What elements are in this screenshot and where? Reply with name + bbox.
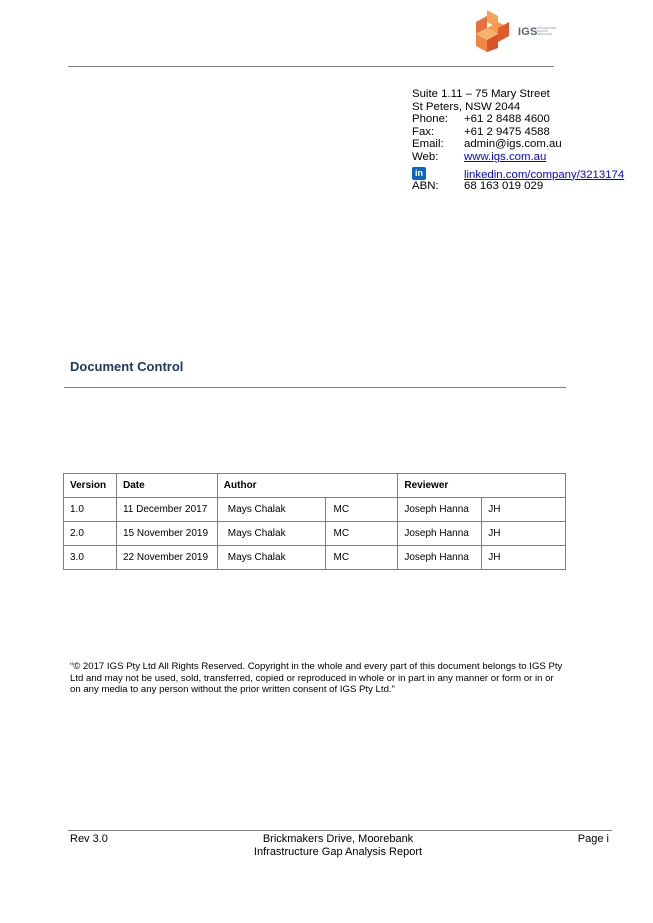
cell-version: 3.0: [64, 546, 117, 570]
cell-reviewer-initials: JH: [482, 546, 566, 570]
web-label: Web:: [412, 150, 439, 163]
cell-version: 2.0: [64, 522, 117, 546]
linkedin-link[interactable]: linkedin.com/company/3213174: [464, 168, 625, 181]
cell-reviewer: Joseph Hanna: [398, 546, 482, 570]
fax-row: [412, 126, 624, 139]
header-version: Version: [64, 474, 117, 498]
cell-date: 11 December 2017: [116, 498, 217, 522]
cell-author-initials: MC: [325, 498, 398, 522]
cell-reviewer-initials: JH: [482, 498, 566, 522]
table-row: [64, 498, 566, 522]
cell-author: Mays Chalak: [217, 498, 325, 522]
fax-value: +61 2 9475 4588: [464, 125, 550, 138]
cell-date: 15 November 2019: [116, 522, 217, 546]
email-label: Email:: [412, 138, 444, 151]
table-row: [64, 522, 566, 546]
fax-label: Fax:: [412, 125, 435, 138]
header-date: Date: [116, 474, 217, 498]
footer-title-line-1: Brickmakers Drive, Moorebank: [262, 833, 414, 845]
table-row: [64, 546, 566, 570]
footer-page-number: Page i: [577, 833, 609, 845]
cell-author-initials: MC: [325, 546, 398, 570]
cell-reviewer-initials: JH: [482, 522, 566, 546]
footer-rule: [68, 830, 612, 831]
header-reviewer: Reviewer: [398, 474, 566, 498]
copyright-notice: “© 2017 IGS Pty Ltd All Rights Reserved. Copyright in the whole and every part of this document belongs to IGS Pty Ltd and may not be used, sold, transferred, copied or reproduced in whole or in part in any manner or form or in or on any media to any person without the prior written consent of IGS Pty Ltd.”: [70, 661, 563, 696]
cell-version: 1.0: [64, 498, 117, 522]
igs-hexagon-icon: [474, 10, 518, 52]
footer-title-line-2: Infrastructure Gap Analysis Report: [253, 846, 423, 858]
email-value: admin@igs.com.au: [464, 138, 562, 151]
email-row: [412, 138, 624, 151]
cell-date: 22 November 2019: [116, 546, 217, 570]
table-header-row: [64, 474, 566, 498]
cell-reviewer: Joseph Hanna: [398, 522, 482, 546]
logo-tagline: INTEGRATED GROUP SERVICES: [537, 26, 557, 37]
cell-author-initials: MC: [325, 522, 398, 546]
linkedin-row: [412, 167, 624, 180]
section-title: Document Control: [70, 359, 184, 374]
phone-value: +61 2 8488 4600: [464, 113, 550, 126]
header-rule: [68, 66, 554, 67]
cell-author: Mays Chalak: [217, 546, 325, 570]
section-rule: [64, 387, 566, 388]
web-row: [412, 151, 624, 164]
address-line-2: St Peters, NSW 2044: [412, 100, 521, 113]
header-author: Author: [217, 474, 398, 498]
footer-revision: Rev 3.0: [70, 833, 108, 845]
abn-value: 68 163 019 029: [464, 179, 544, 192]
logo-brand: IGS: [518, 26, 538, 38]
web-link[interactable]: www.igs.com.au: [464, 150, 547, 163]
footer-title: [190, 833, 486, 859]
igs-logo: [474, 10, 558, 52]
address-line-1: Suite 1.11 – 75 Mary Street: [412, 88, 550, 100]
document-control-table: [63, 473, 566, 570]
cell-reviewer: Joseph Hanna: [398, 498, 482, 522]
phone-row: [412, 113, 624, 126]
linkedin-icon[interactable]: in: [412, 167, 426, 180]
phone-label: Phone:: [412, 113, 449, 126]
cell-author: Mays Chalak: [217, 522, 325, 546]
contact-block: [412, 88, 624, 192]
abn-label: ABN:: [412, 179, 439, 192]
